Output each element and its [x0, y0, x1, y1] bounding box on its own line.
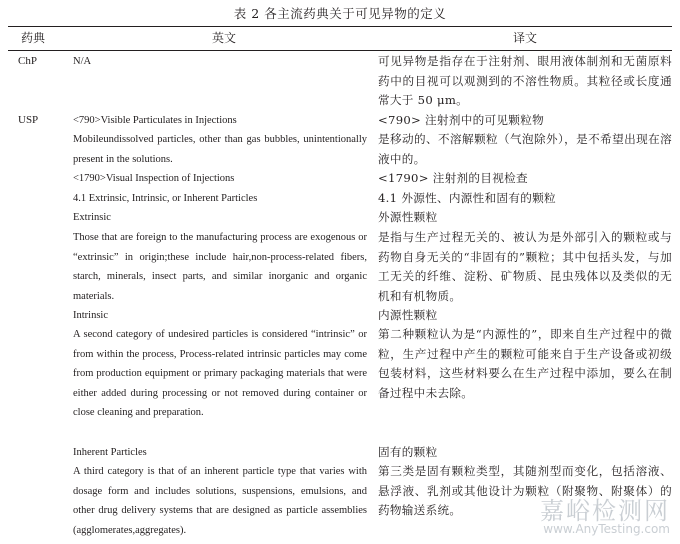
- usp-intrinsic-definition-cn: 第二种颗粒认为是“内源性的”，即来自生产过程中的微粒，生产过程中产生的颗粒可能来自于生产设备或初级包装材料，这些材料要么在生产过程中添加，要么在制备过程中未去除。: [378, 327, 672, 400]
- usp-790-heading-cn: <790> 注射剂中的可见颗粒物: [378, 113, 544, 127]
- row-chp-english: N/A: [73, 56, 92, 67]
- row-usp-pharmacopoeia: USP: [18, 114, 39, 126]
- usp-intrinsic-heading-cn: 内源性颗粒: [378, 308, 438, 322]
- usp-extrinsic-definition-en: Those that are foreign to the manufacturing process are exogenous or “extrinsic” in origin;these include hair,non-process-related fibers, starch, minerals, insect parts, and similar inorganic and organic materials.: [73, 232, 367, 302]
- table-header-rule: [8, 50, 672, 51]
- usp-1790-heading-cn: <1790> 注射剂的目视检查: [378, 171, 528, 185]
- usp-extrinsic-heading-en: Extrinsic: [73, 212, 111, 223]
- usp-intrinsic-heading-en: Intrinsic: [73, 310, 108, 321]
- usp-inherent-heading-cn: 固有的颗粒: [378, 445, 438, 459]
- column-header-translation: 译文: [512, 31, 537, 45]
- watermark: [540, 491, 670, 536]
- column-header-pharmacopoeia: 药典: [20, 31, 45, 45]
- usp-inherent-definition-cn: 第三类是固有颗粒类型，其随剂型而变化，包括溶液、悬浮液、乳剂或其他设计为颗粒（附聚物、附聚体）的药物输送系统。: [378, 464, 672, 518]
- watermark-text-cn: 嘉峪检测网: [540, 497, 670, 525]
- row-chp-pharmacopoeia: ChP: [18, 55, 37, 67]
- usp-intrinsic-definition-en: A second category of undesired particles is considered “intrinsic” or from within the process, Process-related intrinsic particles may come from production equipment or primary packaging materials that were either added during processing or not removed during container or close cleaning and preparation.: [73, 329, 367, 419]
- row-chp-chinese: 可见异物是指存在于注射剂、眼用液体制剂和无菌原料药中的目视可以观测到的不溶性物质。其粒径或长度通常大于 50 μm。: [378, 54, 672, 108]
- usp-extrinsic-definition-cn: 是指与生产过程无关的、被认为是外部引入的颗粒或与药物自身无关的“非固有的”颗粒；其中包括头发，与加工无关的纤维、淀粉、矿物质、昆虫残体以及类似的无机和有机物质。: [378, 230, 672, 303]
- column-header-english: 英文: [211, 31, 236, 45]
- table-caption: 表 2 各主流药典关于可见异物的定义: [233, 6, 447, 21]
- table-top-rule: [8, 26, 672, 27]
- usp-1790-heading-en: <1790>Visual Inspection of Injections: [73, 173, 235, 184]
- usp-790-heading-en: <790>Visible Particulates in Injections: [73, 115, 237, 126]
- usp-790-definition-en: Mobileundissolved particles, other than gas bubbles, unintentionally present in the solutions.: [73, 134, 367, 165]
- usp-inherent-definition-en: A third category is that of an inherent particle type that varies with dosage form and includes solutions, suspensions, emulsions, and other drug delivery systems that are designed as particle assemblies (agglomerates,aggregates).: [73, 466, 367, 536]
- watermark-text-en: www.AnyTesting.com: [543, 522, 670, 536]
- usp-inherent-heading-en: Inherent Particles: [73, 447, 147, 458]
- usp-section-4-1-en: 4.1 Extrinsic, Intrinsic, or Inherent Particles: [73, 193, 258, 204]
- usp-section-4-1-cn: 4.1 外源性、内源性和固有的颗粒: [378, 191, 556, 205]
- usp-790-definition-cn: 是移动的、不溶解颗粒（气泡除外），是不希望出现在溶液中的。: [378, 132, 672, 166]
- usp-extrinsic-heading-cn: 外源性颗粒: [378, 210, 438, 224]
